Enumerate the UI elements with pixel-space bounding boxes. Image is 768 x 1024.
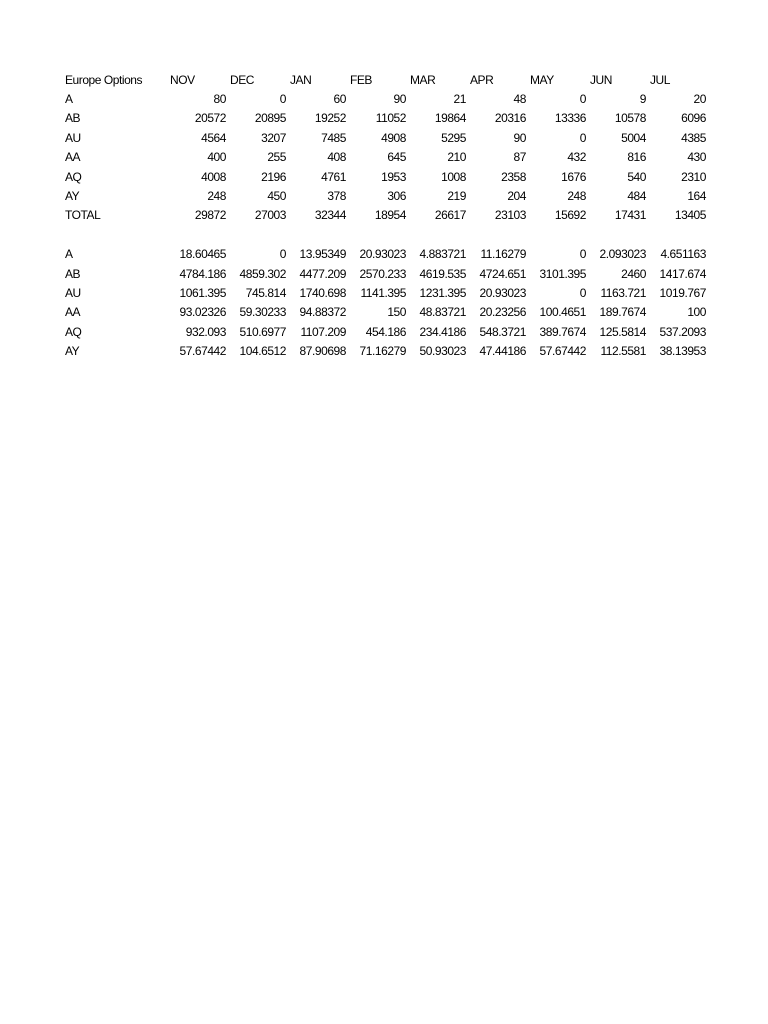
cell-jan[interactable]: 19252 (314, 111, 346, 126)
ratio-row (63, 322, 708, 341)
cell-jan[interactable]: 13.95349 (299, 247, 346, 262)
month-header-may[interactable]: MAY (530, 72, 554, 87)
count-row (63, 89, 708, 108)
cell-may[interactable]: 57.67442 (539, 344, 586, 359)
table-body (63, 70, 708, 361)
cell-apr[interactable]: 548.3721 (479, 324, 526, 339)
blank-row (63, 225, 708, 244)
cell-dec[interactable]: 450 (267, 189, 286, 204)
row-label[interactable]: TOTAL (65, 208, 101, 223)
corner-label[interactable]: Europe Options (65, 72, 143, 87)
cell-mar[interactable]: 26617 (434, 208, 466, 223)
cell-feb[interactable]: 20.93023 (359, 247, 406, 262)
row-label[interactable]: A (65, 92, 73, 107)
row-label[interactable]: AQ (65, 324, 82, 339)
cell-jan[interactable]: 1740.698 (299, 285, 346, 300)
cell-nov[interactable]: 20572 (194, 111, 226, 126)
cell-nov[interactable]: 57.67442 (179, 344, 226, 359)
row-label[interactable]: AB (65, 111, 81, 126)
cell-nov[interactable]: 248 (207, 189, 226, 204)
cell-nov[interactable]: 18.60465 (179, 247, 226, 262)
cell-dec[interactable]: 4859.302 (239, 266, 286, 281)
cell-apr[interactable]: 11.16279 (480, 247, 526, 262)
cell-jan[interactable]: 32344 (314, 208, 346, 223)
empty-cell[interactable] (348, 225, 408, 244)
cell-mar[interactable]: 219 (447, 189, 466, 204)
cell-mar[interactable]: 234.4186 (419, 324, 466, 339)
cell-nov[interactable]: 4784.186 (179, 266, 226, 281)
cell-nov[interactable]: 4564 (201, 130, 226, 145)
month-header-feb[interactable]: FEB (350, 72, 372, 87)
cell-mar[interactable]: 48.83721 (419, 305, 466, 320)
cell-dec[interactable]: 255 (267, 150, 286, 165)
row-label[interactable]: AQ (65, 169, 82, 184)
cell-jul[interactable]: 38.13953 (659, 344, 706, 359)
cell-may[interactable]: 248 (567, 189, 586, 204)
cell-dec[interactable]: 27003 (254, 208, 286, 223)
cell-feb[interactable]: 90 (393, 92, 406, 107)
count-row (63, 148, 708, 167)
cell-nov[interactable]: 4008 (201, 169, 226, 184)
cell-dec[interactable]: 0 (279, 92, 286, 107)
empty-cell[interactable] (168, 225, 228, 244)
cell-may[interactable]: 0 (579, 130, 586, 145)
cell-jun[interactable]: 17431 (614, 208, 646, 223)
cell-mar[interactable]: 1008 (441, 169, 466, 184)
cell-feb[interactable]: 18954 (374, 208, 406, 223)
cell-jun[interactable]: 5004 (621, 130, 646, 145)
row-label[interactable]: AA (65, 150, 81, 165)
empty-cell[interactable] (63, 225, 168, 244)
cell-jul[interactable]: 430 (687, 150, 706, 165)
row-label[interactable]: AB (65, 266, 81, 281)
month-header-jan[interactable]: JAN (290, 72, 312, 87)
month-header-apr[interactable]: APR (470, 72, 494, 87)
cell-jul[interactable]: 20 (693, 92, 706, 107)
cell-apr[interactable]: 47.44186 (479, 344, 526, 359)
count-row (63, 167, 708, 186)
cell-mar[interactable]: 4.883721 (419, 247, 466, 262)
cell-mar[interactable]: 19864 (434, 111, 466, 126)
month-header-jun[interactable]: JUN (590, 72, 612, 87)
cell-apr[interactable]: 23103 (494, 208, 526, 223)
row-label[interactable]: A (65, 247, 73, 262)
cell-mar[interactable]: 4619.535 (419, 266, 466, 281)
cell-feb[interactable]: 2570.233 (359, 266, 406, 281)
cell-jul[interactable]: 4385 (681, 130, 706, 145)
cell-feb[interactable]: 1953 (381, 169, 406, 184)
data-table (63, 70, 708, 361)
month-header-jul[interactable]: JUL (650, 72, 670, 87)
cell-nov[interactable]: 29872 (194, 208, 226, 223)
cell-jul[interactable]: 13405 (674, 208, 706, 223)
total-row (63, 206, 708, 225)
cell-nov[interactable]: 80 (213, 92, 226, 107)
cell-feb[interactable]: 11052 (375, 111, 406, 126)
cell-feb[interactable]: 1141.395 (360, 285, 406, 300)
cell-jul[interactable]: 537.2093 (659, 324, 706, 339)
cell-feb[interactable]: 71.16279 (359, 344, 406, 359)
ratio-row (63, 264, 708, 283)
cell-may[interactable]: 100.4651 (539, 305, 586, 320)
cell-mar[interactable]: 21 (453, 92, 466, 107)
cell-jul[interactable]: 6096 (681, 111, 706, 126)
cell-dec[interactable]: 3207 (261, 130, 286, 145)
cell-jan[interactable]: 7485 (321, 130, 346, 145)
cell-nov[interactable]: 932.093 (185, 324, 226, 339)
cell-may[interactable]: 1676 (561, 169, 586, 184)
month-header-mar[interactable]: MAR (410, 72, 436, 87)
cell-jul[interactable]: 1417.674 (659, 266, 706, 281)
cell-jun[interactable]: 2.093023 (599, 247, 646, 262)
cell-dec[interactable]: 20895 (254, 111, 286, 126)
cell-nov[interactable]: 400 (207, 150, 226, 165)
cell-mar[interactable]: 1231.395 (419, 285, 466, 300)
cell-mar[interactable]: 5295 (441, 130, 466, 145)
cell-jun[interactable]: 189.7674 (599, 305, 646, 320)
cell-mar[interactable]: 50.93023 (419, 344, 466, 359)
cell-mar[interactable]: 210 (447, 150, 466, 165)
ratio-row (63, 341, 708, 360)
cell-feb[interactable]: 306 (387, 189, 406, 204)
cell-jun[interactable]: 484 (627, 189, 646, 204)
cell-apr[interactable]: 90 (513, 130, 526, 145)
header-row (63, 70, 708, 89)
cell-dec[interactable]: 0 (279, 247, 286, 262)
cell-apr[interactable]: 20.93023 (479, 285, 526, 300)
cell-dec[interactable]: 510.6977 (239, 324, 286, 339)
cell-apr[interactable]: 2358 (501, 169, 526, 184)
cell-feb[interactable]: 454.186 (365, 324, 406, 339)
empty-cell[interactable] (468, 225, 528, 244)
cell-may[interactable]: 0 (579, 92, 586, 107)
cell-may[interactable]: 0 (579, 247, 586, 262)
cell-dec[interactable]: 104.6512 (239, 344, 286, 359)
cell-jul[interactable]: 4.651163 (660, 247, 706, 262)
empty-cell[interactable] (528, 225, 588, 244)
row-label[interactable]: AA (65, 305, 81, 320)
cell-jun[interactable]: 125.5814 (599, 324, 646, 339)
cell-jun[interactable]: 1163.721 (600, 285, 646, 300)
cell-apr[interactable]: 48 (513, 92, 526, 107)
cell-may[interactable]: 3101.395 (539, 266, 586, 281)
cell-jan[interactable]: 408 (327, 150, 346, 165)
cell-jan[interactable]: 94.88372 (299, 305, 346, 320)
cell-apr[interactable]: 20316 (494, 111, 526, 126)
cell-dec[interactable]: 59.30233 (239, 305, 286, 320)
cell-jul[interactable]: 2310 (681, 169, 706, 184)
cell-may[interactable]: 0 (579, 285, 586, 300)
month-header-nov[interactable]: NOV (170, 72, 195, 87)
empty-cell[interactable] (228, 225, 288, 244)
cell-apr[interactable]: 204 (507, 189, 526, 204)
empty-cell[interactable] (288, 225, 348, 244)
cell-jan[interactable]: 4761 (321, 169, 346, 184)
cell-dec[interactable]: 745.814 (245, 285, 286, 300)
cell-jun[interactable]: 9 (639, 92, 646, 107)
ratio-row (63, 245, 708, 264)
cell-jun[interactable]: 112.5581 (600, 344, 646, 359)
ratio-row (63, 303, 708, 322)
cell-apr[interactable]: 87 (513, 150, 526, 165)
count-row (63, 186, 708, 205)
cell-may[interactable]: 15692 (554, 208, 586, 223)
row-label[interactable]: AU (65, 130, 81, 145)
cell-may[interactable]: 432 (567, 150, 586, 165)
month-header-dec[interactable]: DEC (230, 72, 254, 87)
ratio-row (63, 283, 708, 302)
cell-jun[interactable]: 540 (627, 169, 646, 184)
cell-jul[interactable]: 1019.767 (659, 285, 706, 300)
empty-cell[interactable] (588, 225, 648, 244)
cell-may[interactable]: 13336 (554, 111, 586, 126)
count-row (63, 128, 708, 147)
cell-jan[interactable]: 1107.209 (300, 324, 346, 339)
spreadsheet (63, 70, 708, 361)
cell-jun[interactable]: 2460 (621, 266, 646, 281)
cell-nov[interactable]: 1061.395 (179, 285, 226, 300)
cell-jul[interactable]: 164 (687, 189, 706, 204)
cell-apr[interactable]: 20.23256 (479, 305, 526, 320)
cell-feb[interactable]: 150 (387, 305, 406, 320)
empty-cell[interactable] (648, 225, 708, 244)
cell-jul[interactable]: 100 (687, 305, 706, 320)
cell-apr[interactable]: 4724.651 (479, 266, 526, 281)
cell-feb[interactable]: 4908 (381, 130, 406, 145)
cell-jan[interactable]: 60 (333, 92, 346, 107)
row-label[interactable]: AU (65, 285, 81, 300)
row-label[interactable]: AY (65, 344, 80, 359)
cell-jan[interactable]: 87.90698 (299, 344, 346, 359)
cell-may[interactable]: 389.7674 (539, 324, 586, 339)
count-row (63, 109, 708, 128)
cell-jan[interactable]: 378 (327, 189, 346, 204)
row-label[interactable]: AY (65, 189, 80, 204)
cell-jun[interactable]: 10578 (614, 111, 646, 126)
empty-cell[interactable] (408, 225, 468, 244)
cell-dec[interactable]: 2196 (261, 169, 286, 184)
cell-jun[interactable]: 816 (627, 150, 646, 165)
cell-nov[interactable]: 93.02326 (179, 305, 226, 320)
cell-feb[interactable]: 645 (387, 150, 406, 165)
cell-jan[interactable]: 4477.209 (299, 266, 346, 281)
